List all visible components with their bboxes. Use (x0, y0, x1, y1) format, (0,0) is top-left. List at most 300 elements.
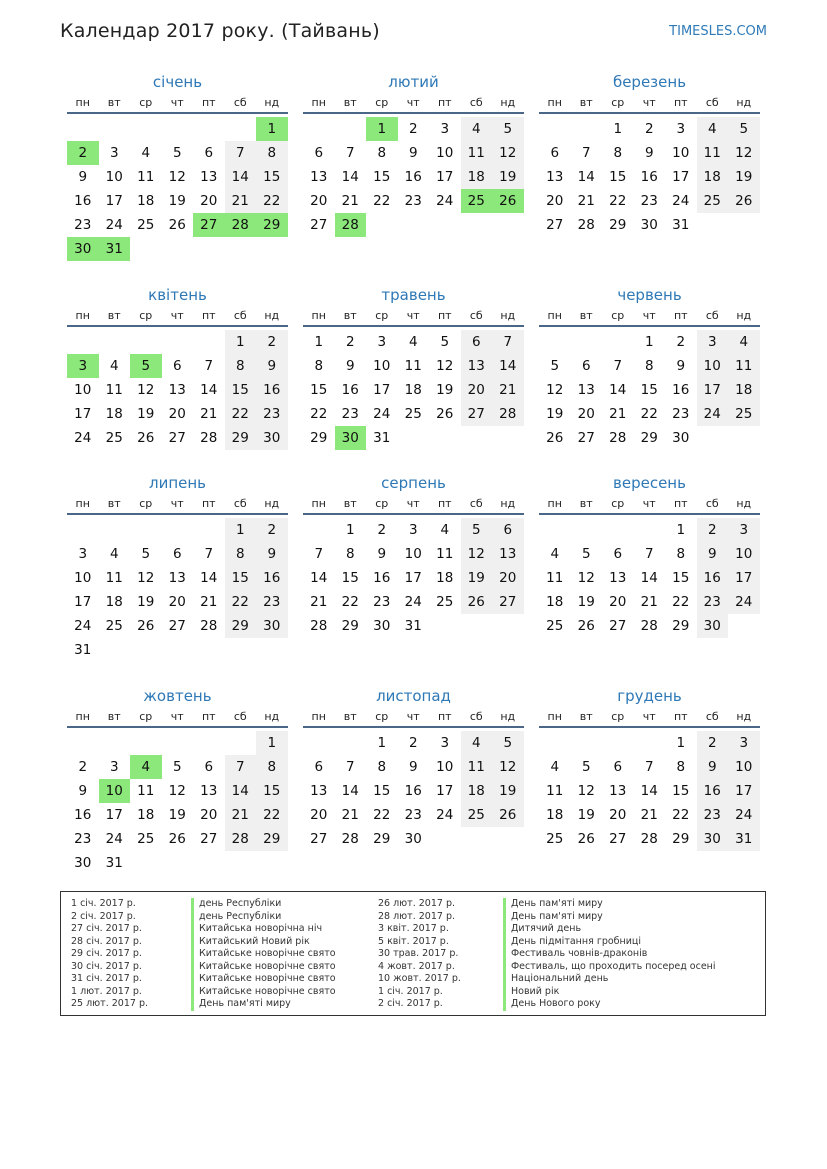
day-cell: 6 (613, 546, 623, 562)
day-cell: 8 (676, 546, 686, 562)
legend-holiday-name: Китайське новорічне свято (191, 973, 336, 986)
day-cell: 27 (546, 217, 564, 233)
weekend-day-cell: 21 (492, 378, 524, 402)
legend-holiday-name: День Нового року (503, 998, 716, 1011)
month-1 (67, 72, 288, 261)
day-cell: 10 (74, 382, 92, 398)
day-cell: 23 (74, 831, 92, 847)
legend-holiday-name: День підмітання гробниці (503, 936, 716, 949)
day-cell: 2 (377, 522, 387, 538)
weekend-day-cell: 17 (697, 378, 729, 402)
day-grid (303, 518, 524, 638)
weekday-header (67, 497, 288, 515)
day-grid (67, 731, 288, 875)
weekday-label: чт (170, 497, 184, 510)
weekend-day-cell: 29 (256, 827, 288, 851)
weekend-day-cell: 21 (225, 803, 257, 827)
day-cell: 12 (137, 570, 155, 586)
day-cell: 7 (644, 546, 654, 562)
day-cell: 26 (546, 430, 564, 446)
day-cell: 13 (546, 169, 564, 185)
day-cell: 2 (78, 759, 88, 775)
weekday-label: пт (437, 497, 452, 510)
day-cell: 27 (310, 831, 328, 847)
month-name: жовтень (143, 687, 212, 705)
day-cell: 9 (345, 358, 355, 374)
weekday-label: вт (107, 710, 121, 723)
day-cell: 9 (78, 169, 88, 185)
legend-holiday-name: Китайське новорічне свято (191, 948, 336, 961)
weekday-label: вт (107, 96, 121, 109)
weekend-day-cell: 17 (728, 779, 760, 803)
legend-holiday-name: День пам'яті миру (503, 911, 716, 924)
day-cell: 18 (137, 807, 155, 823)
day-cell: 11 (137, 783, 155, 799)
legend-date: 2 січ. 2017 р. (378, 998, 443, 1009)
day-cell: 9 (78, 783, 88, 799)
weekend-day-cell: 20 (461, 378, 493, 402)
day-cell: 9 (377, 546, 387, 562)
weekend-day-cell: 30 (256, 614, 288, 638)
day-cell: 23 (373, 594, 391, 610)
weekday-label: ср (375, 497, 389, 510)
day-cell: 27 (609, 831, 627, 847)
weekend-day-cell: 25 (461, 803, 493, 827)
day-cell: 14 (341, 169, 359, 185)
holiday-day-cell: 1 (256, 117, 288, 141)
weekend-day-cell: 8 (256, 755, 288, 779)
weekday-label: сб (469, 96, 483, 109)
day-cell: 7 (314, 546, 324, 562)
day-cell: 18 (105, 594, 123, 610)
weekday-label: ср (375, 309, 389, 322)
weekend-day-cell: 16 (697, 779, 729, 803)
month-name: листопад (376, 687, 451, 705)
weekend-day-cell: 7 (225, 141, 257, 165)
weekend-day-cell: 9 (256, 354, 288, 378)
weekday-label: сб (705, 96, 719, 109)
legend-date: 1 січ. 2017 р. (378, 985, 443, 997)
day-cell: 6 (172, 546, 182, 562)
weekend-day-cell: 7 (225, 755, 257, 779)
day-cell: 15 (609, 169, 627, 185)
day-cell: 23 (341, 406, 359, 422)
legend-date: 30 трав. 2017 р. (378, 948, 459, 959)
weekday-label: нд (264, 497, 280, 510)
day-cell: 22 (373, 807, 391, 823)
day-cell: 20 (577, 406, 595, 422)
day-cell: 19 (577, 807, 595, 823)
day-cell: 14 (609, 382, 627, 398)
day-cell: 28 (640, 618, 658, 634)
weekend-day-cell: 23 (256, 402, 288, 426)
weekday-label: чт (642, 96, 656, 109)
legend-holiday-name: день Республіки (191, 898, 336, 911)
weekend-day-cell: 5 (728, 117, 760, 141)
weekend-day-cell: 6 (461, 330, 493, 354)
day-grid (303, 117, 524, 237)
weekend-day-cell: 2 (697, 518, 729, 542)
weekday-label: вт (107, 497, 121, 510)
day-cell: 7 (644, 759, 654, 775)
weekday-label: пн (547, 309, 562, 322)
weekend-day-cell: 10 (728, 542, 760, 566)
weekday-label: чт (406, 96, 420, 109)
weekday-label: ср (375, 96, 389, 109)
weekday-label: сб (705, 497, 719, 510)
day-cell: 6 (550, 145, 560, 161)
day-cell: 21 (341, 807, 359, 823)
weekday-label: ср (611, 710, 625, 723)
day-cell: 8 (345, 546, 355, 562)
weekend-day-cell: 11 (697, 141, 729, 165)
weekday-label: вт (579, 309, 593, 322)
weekday-label: нд (500, 309, 516, 322)
day-cell: 11 (436, 546, 454, 562)
day-cell: 30 (404, 831, 422, 847)
holiday-day-cell: 3 (67, 354, 99, 378)
day-cell: 10 (105, 169, 123, 185)
day-cell: 5 (141, 546, 151, 562)
weekday-header (67, 710, 288, 728)
month-name: серпень (381, 474, 446, 492)
month-name: березень (612, 73, 687, 91)
weekday-label: чт (170, 309, 184, 322)
weekday-label: пн (75, 309, 90, 322)
day-cell: 14 (200, 570, 218, 586)
weekend-day-cell: 12 (492, 141, 524, 165)
day-cell: 4 (109, 546, 119, 562)
day-cell: 17 (404, 570, 422, 586)
weekday-header (303, 497, 524, 515)
weekday-label: пн (311, 309, 326, 322)
weekday-label: вт (579, 96, 593, 109)
month-2 (303, 72, 524, 237)
weekday-label: пн (547, 497, 562, 510)
weekend-day-cell: 19 (492, 779, 524, 803)
day-cell: 14 (200, 382, 218, 398)
day-cell: 25 (137, 217, 155, 233)
day-cell: 8 (613, 145, 623, 161)
day-cell: 13 (168, 570, 186, 586)
month-name: липень (148, 474, 207, 492)
day-cell: 31 (74, 642, 92, 658)
holiday-day-cell: 31 (99, 237, 131, 261)
weekday-label: пн (311, 96, 326, 109)
weekday-label: вт (343, 96, 357, 109)
day-cell: 10 (74, 570, 92, 586)
holiday-day-cell: 10 (99, 779, 131, 803)
day-cell: 29 (373, 831, 391, 847)
site-link[interactable]: TIMESLES.COM (669, 24, 767, 39)
day-cell: 16 (640, 169, 658, 185)
day-grid (67, 117, 288, 261)
weekend-day-cell: 24 (697, 402, 729, 426)
holiday-day-cell: 5 (130, 354, 162, 378)
day-cell: 11 (404, 358, 422, 374)
weekend-day-cell: 18 (728, 378, 760, 402)
day-cell: 4 (440, 522, 450, 538)
weekend-day-cell: 22 (225, 590, 257, 614)
legend-date: 1 січ. 2017 р. (71, 898, 136, 909)
weekend-day-cell: 23 (697, 803, 729, 827)
day-cell: 8 (377, 759, 387, 775)
day-cell: 31 (404, 618, 422, 634)
weekday-label: нд (264, 309, 280, 322)
weekend-day-cell: 20 (492, 566, 524, 590)
legend-holiday-name: Китайське новорічне свято (191, 986, 336, 999)
day-cell: 21 (609, 406, 627, 422)
day-cell: 24 (74, 430, 92, 446)
weekday-label: сб (469, 710, 483, 723)
weekend-day-cell: 15 (225, 378, 257, 402)
day-cell: 24 (105, 217, 123, 233)
day-cell: 17 (105, 807, 123, 823)
weekend-day-cell: 2 (697, 731, 729, 755)
month-12 (539, 686, 760, 851)
weekend-day-cell: 13 (492, 542, 524, 566)
day-cell: 25 (404, 406, 422, 422)
weekday-label: нд (500, 96, 516, 109)
day-cell: 24 (436, 807, 454, 823)
weekday-label: сб (705, 309, 719, 322)
legend-names-column-2 (503, 898, 716, 1011)
weekend-day-cell: 9 (697, 542, 729, 566)
weekday-label: ср (139, 710, 153, 723)
day-cell: 28 (640, 831, 658, 847)
legend-holiday-name: День пам'яті миру (191, 998, 336, 1011)
weekend-day-cell: 27 (492, 590, 524, 614)
day-cell: 23 (404, 193, 422, 209)
weekend-day-cell: 9 (256, 542, 288, 566)
day-cell: 16 (404, 783, 422, 799)
day-cell: 3 (78, 546, 88, 562)
day-cell: 3 (377, 334, 387, 350)
day-cell: 15 (310, 382, 328, 398)
day-cell: 18 (105, 406, 123, 422)
day-cell: 25 (546, 618, 564, 634)
day-cell: 20 (310, 193, 328, 209)
day-grid (539, 731, 760, 851)
day-cell: 26 (577, 831, 595, 847)
day-cell: 24 (672, 193, 690, 209)
weekday-label: пт (201, 497, 216, 510)
day-cell: 13 (200, 169, 218, 185)
legend-holiday-name: Китайський Новий рік (191, 936, 336, 949)
day-cell: 5 (581, 546, 591, 562)
holiday-day-cell: 27 (193, 213, 225, 237)
month-name: травень (381, 286, 446, 304)
day-cell: 26 (137, 430, 155, 446)
weekday-label: пт (673, 710, 688, 723)
weekday-label: нд (736, 309, 752, 322)
holiday-day-cell: 30 (67, 237, 99, 261)
day-grid (539, 117, 760, 237)
day-cell: 21 (200, 594, 218, 610)
day-cell: 12 (577, 570, 595, 586)
day-cell: 2 (676, 334, 686, 350)
day-cell: 7 (613, 358, 623, 374)
weekend-day-cell: 16 (256, 378, 288, 402)
day-cell: 10 (373, 358, 391, 374)
month-9 (539, 473, 760, 638)
weekday-label: вт (343, 710, 357, 723)
weekend-day-cell: 3 (728, 518, 760, 542)
weekend-day-cell: 8 (225, 542, 257, 566)
day-cell: 26 (168, 831, 186, 847)
weekend-day-cell: 4 (461, 731, 493, 755)
day-cell: 29 (672, 618, 690, 634)
day-cell: 15 (672, 783, 690, 799)
month-name: січень (152, 73, 203, 91)
weekday-header (539, 96, 760, 114)
weekday-label: вт (107, 309, 121, 322)
legend-date: 4 жовт. 2017 р. (378, 960, 455, 972)
day-cell: 24 (105, 831, 123, 847)
day-cell: 6 (613, 759, 623, 775)
weekday-label: пт (437, 309, 452, 322)
weekend-day-cell: 30 (697, 827, 729, 851)
weekend-day-cell: 16 (256, 566, 288, 590)
day-cell: 16 (74, 193, 92, 209)
day-cell: 4 (109, 358, 119, 374)
day-cell: 6 (314, 759, 324, 775)
day-cell: 6 (204, 145, 214, 161)
weekday-label: нд (736, 96, 752, 109)
legend-date: 28 січ. 2017 р. (71, 935, 142, 947)
weekend-day-cell: 5 (492, 117, 524, 141)
day-cell: 11 (137, 169, 155, 185)
day-cell: 31 (105, 855, 123, 871)
day-cell: 23 (74, 217, 92, 233)
weekday-label: пт (201, 96, 216, 109)
day-cell: 6 (172, 358, 182, 374)
day-cell: 1 (676, 522, 686, 538)
weekend-day-cell: 2 (256, 330, 288, 354)
weekday-header (539, 710, 760, 728)
legend-dates-column-1 (71, 898, 148, 1011)
day-cell: 29 (341, 618, 359, 634)
weekend-day-cell: 14 (225, 165, 257, 189)
month-name: квітень (148, 286, 207, 304)
weekday-label: вт (343, 309, 357, 322)
day-cell: 2 (345, 334, 355, 350)
weekend-day-cell: 8 (256, 141, 288, 165)
day-cell: 27 (168, 618, 186, 634)
weekday-header (539, 309, 760, 327)
day-cell: 3 (109, 145, 119, 161)
weekend-day-cell: 31 (728, 827, 760, 851)
day-cell: 18 (137, 193, 155, 209)
day-cell: 16 (341, 382, 359, 398)
weekday-label: пн (75, 710, 90, 723)
weekend-day-cell: 5 (492, 731, 524, 755)
day-cell: 24 (74, 618, 92, 634)
day-cell: 20 (200, 807, 218, 823)
month-name: лютий (388, 73, 439, 91)
day-cell: 18 (436, 570, 454, 586)
weekday-label: нд (736, 497, 752, 510)
day-cell: 24 (436, 193, 454, 209)
weekday-label: сб (705, 710, 719, 723)
weekend-day-cell: 3 (697, 330, 729, 354)
day-cell: 16 (74, 807, 92, 823)
day-cell: 28 (577, 217, 595, 233)
holiday-day-cell: 1 (366, 117, 398, 141)
weekday-label: ср (139, 96, 153, 109)
legend-date: 2 січ. 2017 р. (71, 910, 136, 922)
day-cell: 13 (200, 783, 218, 799)
day-cell: 31 (672, 217, 690, 233)
month-8 (303, 473, 524, 638)
day-cell: 23 (404, 807, 422, 823)
day-cell: 3 (440, 121, 450, 137)
day-cell: 27 (168, 430, 186, 446)
weekend-day-cell: 2 (256, 518, 288, 542)
weekend-day-cell: 29 (225, 426, 257, 450)
legend-date: 28 лют. 2017 р. (378, 910, 455, 922)
weekday-label: ср (375, 710, 389, 723)
day-cell: 4 (550, 546, 560, 562)
day-cell: 10 (436, 145, 454, 161)
weekday-label: чт (642, 710, 656, 723)
day-cell: 10 (672, 145, 690, 161)
day-cell: 14 (341, 783, 359, 799)
day-cell: 19 (137, 594, 155, 610)
day-cell: 3 (109, 759, 119, 775)
weekday-label: сб (233, 710, 247, 723)
weekday-header (303, 710, 524, 728)
day-cell: 9 (676, 358, 686, 374)
weekend-day-cell: 1 (225, 518, 257, 542)
month-6 (539, 285, 760, 450)
day-cell: 19 (436, 382, 454, 398)
weekend-day-cell: 6 (492, 518, 524, 542)
weekend-day-cell: 11 (728, 354, 760, 378)
weekend-day-cell: 24 (728, 803, 760, 827)
day-cell: 29 (672, 831, 690, 847)
weekend-day-cell: 30 (256, 426, 288, 450)
day-cell: 25 (137, 831, 155, 847)
weekday-label: нд (500, 710, 516, 723)
day-cell: 22 (373, 193, 391, 209)
legend-date: 10 жовт. 2017 р. (378, 973, 461, 984)
day-cell: 19 (168, 807, 186, 823)
day-cell: 14 (640, 783, 658, 799)
day-cell: 15 (373, 169, 391, 185)
day-cell: 7 (581, 145, 591, 161)
day-cell: 18 (546, 594, 564, 610)
weekend-day-cell: 21 (225, 189, 257, 213)
day-cell: 15 (640, 382, 658, 398)
day-cell: 22 (310, 406, 328, 422)
day-cell: 7 (345, 759, 355, 775)
day-cell: 17 (436, 783, 454, 799)
legend-holiday-name: Фестиваль човнів-драконів (503, 948, 716, 961)
weekday-label: чт (170, 710, 184, 723)
day-cell: 10 (436, 759, 454, 775)
weekend-day-cell: 19 (492, 165, 524, 189)
day-cell: 15 (672, 570, 690, 586)
weekend-day-cell: 18 (461, 779, 493, 803)
day-cell: 23 (672, 406, 690, 422)
day-cell: 4 (550, 759, 560, 775)
day-cell: 11 (546, 783, 564, 799)
day-cell: 6 (314, 145, 324, 161)
weekend-day-cell: 10 (697, 354, 729, 378)
holiday-day-cell: 2 (67, 141, 99, 165)
day-cell: 18 (546, 807, 564, 823)
